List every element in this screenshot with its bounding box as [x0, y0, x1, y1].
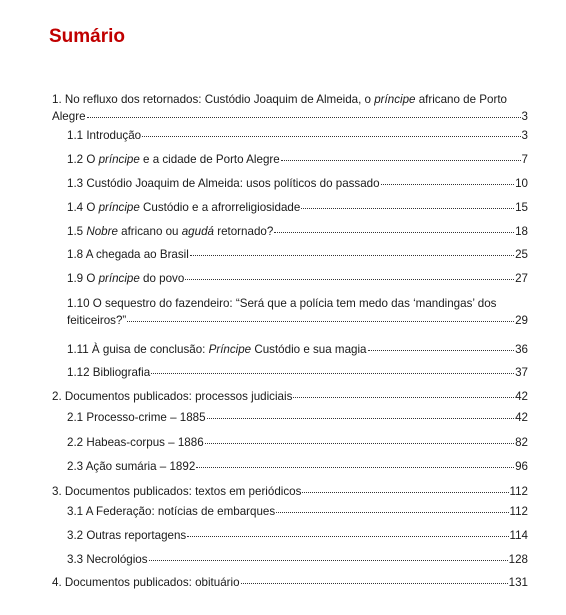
toc-entry[interactable]: [67, 223, 528, 240]
toc-entry-text-segment: 1.9 O: [67, 272, 99, 285]
toc-entry-text-segment: 2.1 Processo-crime – 1885: [67, 411, 206, 424]
toc-entry-title: [67, 341, 367, 358]
toc-page-number: 3: [521, 110, 528, 123]
toc-entry-title: [67, 127, 141, 144]
toc-entry-text-segment: africano de Porto: [415, 93, 508, 106]
toc-page-number: 42: [515, 390, 528, 403]
toc-entry-title: [52, 483, 301, 500]
toc-entry[interactable]: [67, 551, 528, 568]
toc-entry[interactable]: [52, 483, 528, 500]
toc-page-number: 18: [515, 225, 528, 238]
toc-entry-text-segment: 3.1 A Federação: notícias de embarques: [67, 505, 276, 518]
toc-entry-title: [67, 270, 184, 287]
toc-entry-text-segment: 3.2 Outras reportagens: [67, 529, 187, 542]
toc-entry-title: [67, 434, 204, 451]
toc-entry-title: [67, 458, 195, 475]
toc-entry-text-segment: e a cidade de Porto Alegre: [139, 153, 280, 166]
toc-entry-title: [67, 151, 280, 168]
toc-page-number: 114: [509, 529, 528, 542]
toc-entry-title: [67, 223, 273, 240]
toc-entry[interactable]: [67, 175, 528, 192]
dot-leader: [151, 372, 514, 374]
dot-leader: [381, 183, 515, 185]
toc-entry-text-segment: do povo: [139, 272, 185, 285]
toc-entry-text-segment: 1.3 Custódio Joaquim de Almeida: usos políticos do passado: [67, 177, 380, 190]
dot-leader: [190, 254, 514, 256]
toc-entry[interactable]: [67, 341, 528, 358]
toc-page-number: 29: [515, 314, 528, 327]
toc-entry-text-segment: Alegre: [52, 110, 86, 123]
toc-entry-title: [67, 175, 380, 192]
toc-entry-text-segment: africano ou: [117, 225, 182, 238]
toc-entry-title: [67, 246, 189, 263]
dot-leader: [142, 135, 520, 137]
toc-entry-title: [67, 199, 300, 216]
dot-leader: [196, 466, 514, 468]
toc-entry-text-segment: 4. Documentos publicados: obituário: [52, 576, 240, 589]
dot-leader: [185, 278, 514, 280]
toc-entry[interactable]: [52, 91, 528, 125]
toc-entry[interactable]: [67, 270, 528, 287]
dot-leader: [241, 582, 508, 584]
toc-entry-text-segment: Custódio e a afrorreligiosidade: [139, 201, 301, 214]
toc-entry-text-segment: 2.2 Habeas-corpus – 1886: [67, 436, 204, 449]
toc-entry[interactable]: [67, 434, 528, 451]
toc-entry-text-segment: Príncipe: [208, 343, 252, 356]
page-title: Sumário: [49, 26, 126, 47]
toc-entry-text-segment: 2.3 Ação sumária – 1892: [67, 460, 196, 473]
toc-entry-text-segment: 1.8 A chegada ao Brasil: [67, 248, 189, 261]
toc-entry-title: [52, 108, 86, 125]
toc-entry[interactable]: [52, 574, 528, 591]
toc-entry-text-segment: 3.3 Necrológios: [67, 553, 148, 566]
toc-entry-text-segment: 1.2 O: [67, 153, 99, 166]
toc-page-number: 37: [515, 366, 528, 379]
toc-entry-text-segment: 1.5: [67, 225, 87, 238]
toc-entry[interactable]: [67, 364, 528, 381]
toc-entry-text-segment: príncipe: [374, 93, 416, 106]
toc-entry-text-segment: Nobre: [86, 225, 118, 238]
toc-entry[interactable]: [67, 503, 528, 520]
toc-entry[interactable]: [67, 246, 528, 263]
toc-entry-text-segment: 1.4 O: [67, 201, 99, 214]
toc-entry-text-segment: 1. No refluxo dos retornados: Custódio Joaquim de Almeida, o: [52, 93, 375, 106]
toc-entry-text-segment: príncipe: [98, 272, 140, 285]
dot-leader: [281, 159, 521, 161]
toc-entry-text-segment: 1.10 O sequestro do fazendeiro: “Será que a polícia tem medo das ‘mandingas’ dos: [67, 297, 497, 310]
toc-entry-text-segment: príncipe: [98, 153, 140, 166]
toc-entry-title: [52, 388, 292, 405]
toc-entry-text-segment: príncipe: [98, 201, 140, 214]
dot-leader: [301, 207, 514, 209]
dot-leader: [149, 559, 508, 561]
dot-leader: [87, 116, 521, 118]
toc-entry-title: [67, 503, 275, 520]
toc-entry-text-segment: feiticeiros?”: [67, 314, 127, 327]
dot-leader: [368, 349, 515, 351]
toc-entry-title: [67, 551, 148, 568]
toc-page-number: 112: [509, 505, 528, 518]
toc-entry-text-segment: 1.1 Introdução: [67, 129, 142, 142]
toc-entry-title: [52, 574, 240, 591]
toc-page-number: 27: [515, 272, 528, 285]
toc-entry-text-segment: 2. Documentos publicados: processos judiciais: [52, 390, 293, 403]
toc-page-number: 128: [508, 553, 528, 566]
toc-page-number: 42: [515, 411, 528, 424]
dot-leader: [276, 511, 508, 513]
toc-entry[interactable]: [67, 527, 528, 544]
dot-leader: [207, 417, 515, 419]
dot-leader: [302, 491, 508, 493]
dot-leader: [127, 320, 514, 322]
toc-entry[interactable]: [67, 458, 528, 475]
toc-page-number: 36: [515, 343, 528, 356]
toc-entry-text-segment: 1.12 Bibliografia: [67, 366, 151, 379]
toc-entry-text-segment: Custódio e sua magia: [251, 343, 367, 356]
toc-entry[interactable]: [67, 295, 528, 329]
toc-page-number: 3: [521, 129, 528, 142]
dot-leader: [293, 396, 514, 398]
toc-page-number: 7: [521, 153, 528, 166]
toc-entry-title: [67, 409, 206, 426]
toc-entry-text-segment: retornado?: [213, 225, 274, 238]
toc-entry-title: [67, 312, 126, 329]
toc-entry[interactable]: [67, 151, 528, 168]
toc-entry-text-segment: 3. Documentos publicados: textos em periódicos: [52, 485, 302, 498]
toc-entry-title: [67, 527, 186, 544]
toc-entry[interactable]: [67, 409, 528, 426]
dot-leader: [205, 442, 514, 444]
toc-page-number: 25: [515, 248, 528, 261]
toc-entry-first-line: [52, 91, 528, 108]
toc-entry-text-segment: agudá: [181, 225, 214, 238]
toc-page-number: 96: [515, 460, 528, 473]
toc-entry-first-line: [67, 295, 528, 312]
toc-entry[interactable]: [67, 199, 528, 216]
toc-page-number: 15: [515, 201, 528, 214]
toc-entry[interactable]: [67, 127, 528, 144]
toc-entry-title: [67, 364, 150, 381]
dot-leader: [187, 535, 508, 537]
toc-page-number: 131: [508, 576, 528, 589]
toc-page-number: 10: [515, 177, 528, 190]
toc-page-number: 82: [515, 436, 528, 449]
toc-entry-text-segment: 1.11 À guisa de conclusão:: [67, 343, 209, 356]
toc-entry[interactable]: [52, 388, 528, 405]
toc-page-number: 112: [509, 485, 528, 498]
dot-leader: [274, 231, 514, 233]
